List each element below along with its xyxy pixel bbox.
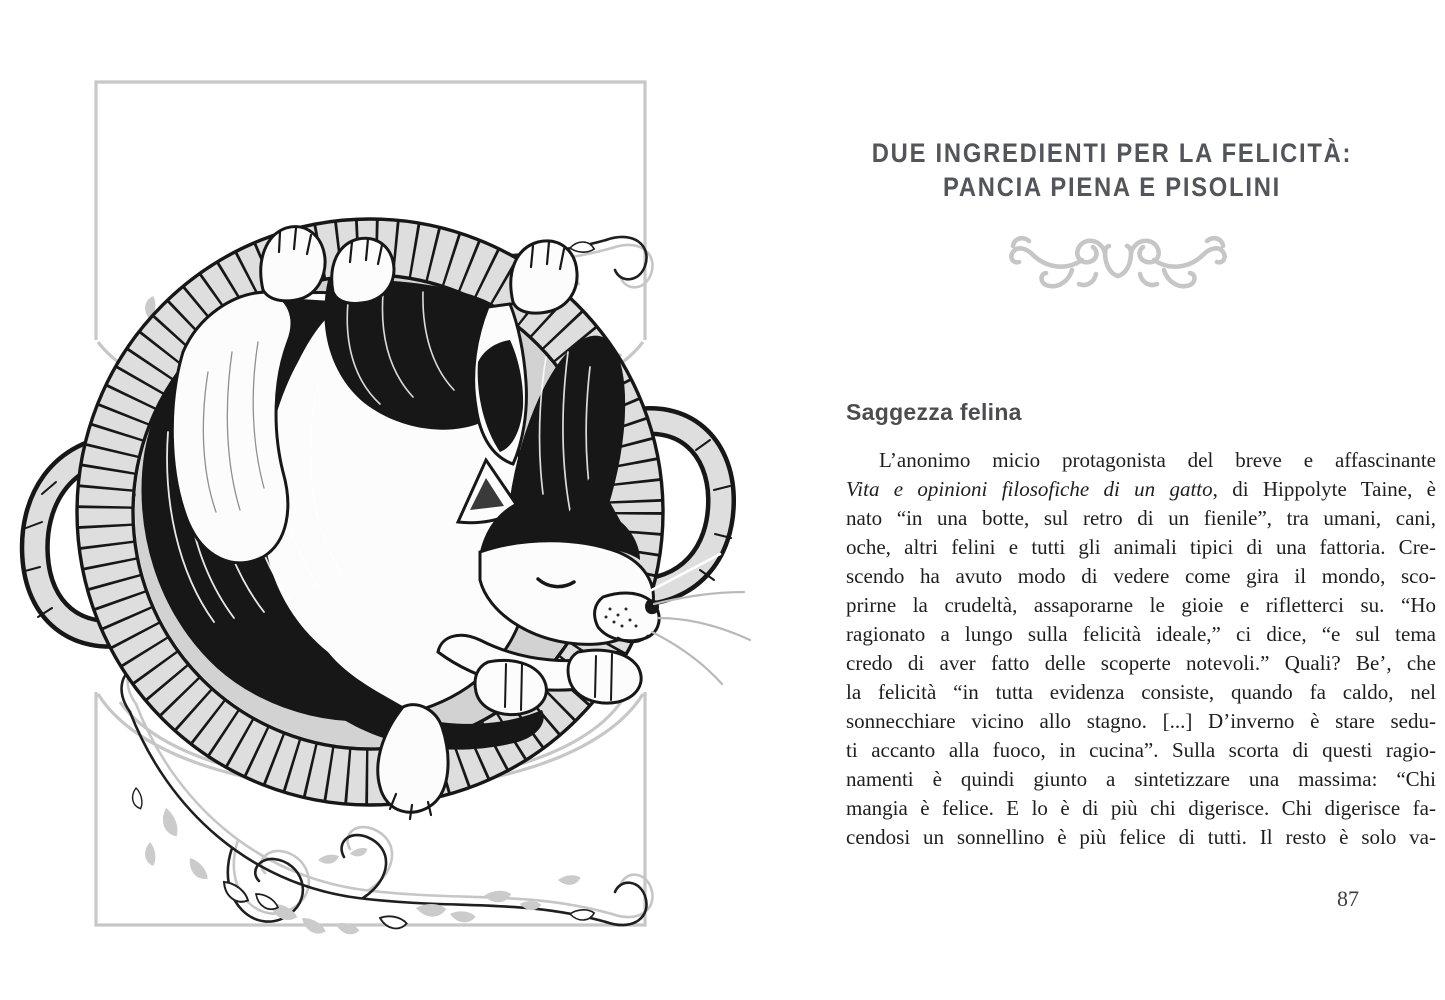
paragraph-line: ti accanto alla fuoco, in cucina”. Sulla scorta di questi ragio- (846, 738, 1436, 762)
cat-nose (645, 599, 659, 614)
page-number: 87 (1337, 886, 1359, 911)
paragraph-line: nato “in una botte, sul retro di un fienile”, tra umani, cani, (846, 506, 1436, 530)
paragraph-line: prirne la crudeltà, assaporarne le gioie e rifletterci su. “Ho (846, 593, 1436, 617)
paragraph-line: cendosi un sonnellino è più felice di tutti. Il resto è solo va- (846, 825, 1436, 849)
paragraph-line: namenti è quindi giunto a sintetizzare una massima: “Chi (846, 767, 1436, 791)
paragraph-line: ragionato a lungo sulla felicità ideale,” ci dice, “e sul tema (846, 622, 1436, 646)
paragraph-line: sonnecchiare vicino allo stagno. [...] D’inverno è stare sedu- (846, 709, 1436, 733)
cat-paw-top-left (261, 227, 325, 301)
body-paragraph (846, 446, 1436, 852)
cat-paw-top-left-2 (332, 238, 394, 303)
cat-front-paw-left (475, 660, 546, 714)
flourish-divider-icon (998, 226, 1238, 302)
cat-paw-top-right (511, 241, 577, 313)
page-right-text (722, 0, 1445, 1000)
paragraph-line: L’anonimo micio protagonista del breve e affascinante (879, 448, 1436, 472)
paragraph-line: credo di aver fatto delle scoperte notevoli.” Quali? Be’, che (846, 651, 1436, 675)
paragraph-line: scendo ha avuto modo di vedere come gira il mondo, sco- (846, 564, 1436, 588)
paragraph-line: oche, altri felini e tutti gli animali tipici di una fattoria. Cre- (846, 535, 1436, 559)
paragraph-line: Vita e opinioni filosofiche di un gatto, di Hippolyte Taine, è (846, 477, 1436, 501)
paragraph-line: la felicità “in tutta evidenza consiste, quando fa caldo, nel (846, 680, 1436, 704)
chapter-title-line2: PANCIA PIENA E PISOLINI (943, 172, 1281, 202)
cat-basket-illustration (18, 52, 723, 964)
paragraph-line: mangia è felice. E lo è di più chi digerisce. Chi digerisce fa- (846, 796, 1436, 820)
cat-front-paw-right (568, 650, 641, 703)
chapter-title-line1: DUE INGREDIENTI PER LA FELICITÀ: (871, 138, 1353, 168)
section-heading: Saggezza felina (846, 399, 1022, 425)
chapter-title (853, 136, 1370, 204)
page-left-illustration (0, 0, 722, 1000)
